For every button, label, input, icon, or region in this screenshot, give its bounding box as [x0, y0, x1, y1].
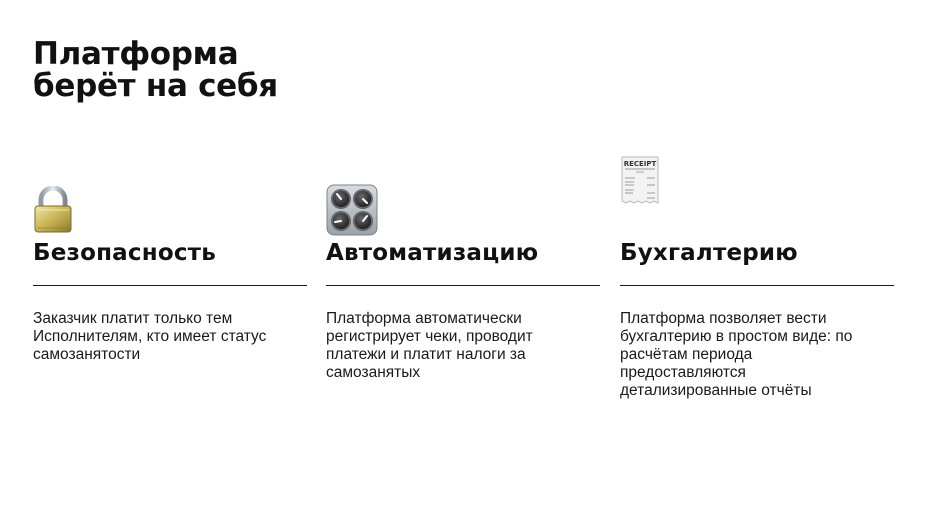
divider: [620, 285, 894, 286]
control-knobs-icon: [326, 184, 378, 236]
receipt-icon-text: RECEIPT: [623, 160, 657, 168]
feature-security-icon-box: [33, 155, 307, 237]
page-title-line-2: берёт на себя: [33, 68, 278, 104]
feature-description-security: Заказчик платит только тем Исполнителям, кто имеет статус самозанятости: [33, 310, 267, 363]
feature-title-accounting: Бухгалтерию: [620, 240, 798, 266]
feature-automation: [326, 155, 600, 398]
feature-automation-icon-box: [326, 155, 600, 237]
page-title: [33, 38, 433, 102]
divider: [33, 285, 307, 286]
divider: [326, 285, 600, 286]
feature-title-automation: Автоматизацию: [326, 240, 539, 266]
feature-title-security: Безопасность: [33, 240, 216, 266]
feature-description-automation: Платформа автоматически регистрирует чеки, проводит платежи и платит налоги за самозанятых: [326, 310, 533, 381]
feature-accounting: [620, 155, 894, 416]
feature-security: [33, 155, 307, 380]
page-title-line-1: Платформа: [33, 36, 239, 72]
receipt-icon: [620, 155, 660, 207]
feature-description-accounting: Платформа позволяет вести бухгалтерию в простом виде: по расчётам периода предоставляются детализированные отчёты: [620, 310, 853, 399]
feature-accounting-icon-box: [620, 155, 894, 237]
lock-icon: [33, 186, 73, 234]
